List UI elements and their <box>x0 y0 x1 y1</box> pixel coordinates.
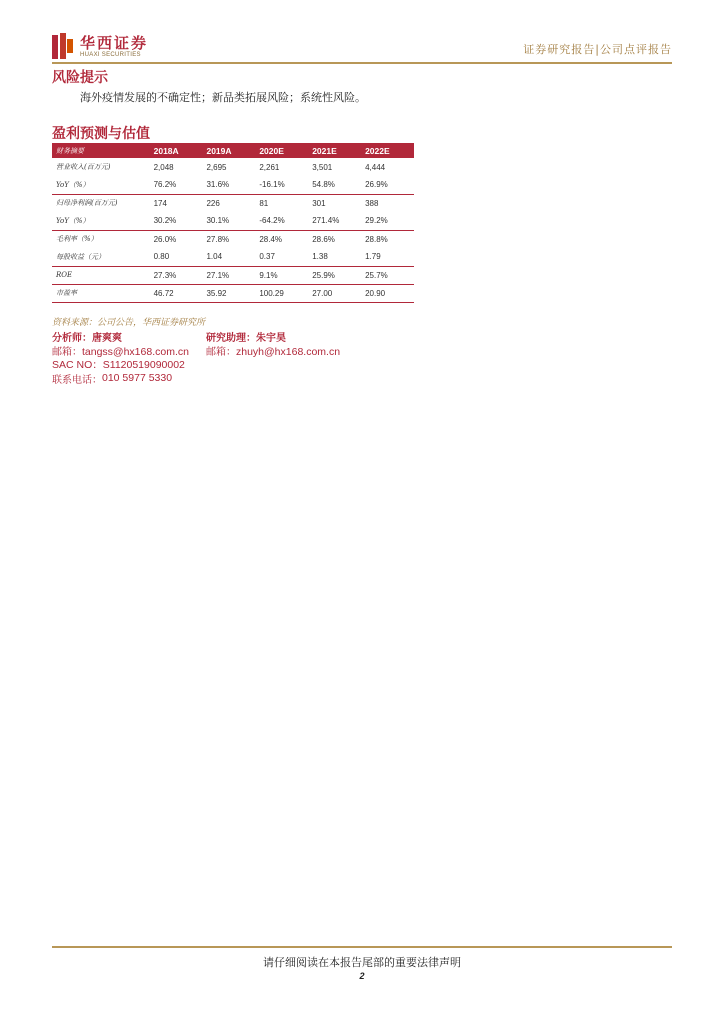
risk-text: 海外疫情发展的不确定性；新品类拓展风险；系统性风险。 <box>80 91 366 104</box>
row-label: 市盈率 <box>52 284 150 302</box>
table-cell: 0.80 <box>153 252 170 262</box>
row-label: YoY（%） <box>56 180 90 189</box>
assistant-email[interactable]: zhuyh@hx168.com.cn <box>236 345 341 358</box>
column-header: 2020E <box>255 143 308 158</box>
forecast-section-title: 盈利预测与估值 <box>52 126 150 142</box>
table-cell: 2,261 <box>259 162 280 172</box>
row-label: ROE <box>52 266 150 284</box>
table-cell: 28.6% <box>308 230 361 248</box>
assistant-name: 研究助理：朱宇昊 <box>206 332 286 344</box>
table-cell: 1.79 <box>365 252 381 262</box>
table-row <box>52 230 414 248</box>
table-cell: 25.7% <box>361 266 414 284</box>
table-cell: 29.2% <box>365 216 388 226</box>
sac-number: SAC NO：S1120519090002 <box>52 358 185 371</box>
table-header-row <box>52 143 414 158</box>
phone-number: 010 5977 5330 <box>102 372 173 384</box>
table-cell: 271.4% <box>312 216 340 226</box>
table-cell: 1.04 <box>206 252 223 262</box>
table-cell: 100.29 <box>255 284 308 302</box>
row-label: 归母净利润(百万元) <box>52 194 150 212</box>
table-row <box>52 212 414 230</box>
table-cell: 4,444 <box>365 162 386 172</box>
table-cell: 31.6% <box>206 180 230 190</box>
column-header: 2021E <box>308 143 361 158</box>
risk-section-title: 风险提示 <box>52 70 108 86</box>
table-cell: 3,501 <box>312 162 333 172</box>
email-label: 邮箱： <box>52 346 82 358</box>
company-logo <box>52 33 148 59</box>
table-cell: 46.72 <box>150 284 203 302</box>
table-cell: 81 <box>255 194 308 212</box>
column-header: 2019A <box>202 143 255 158</box>
table-cell: 301 <box>308 194 361 212</box>
table-cell: 76.2% <box>153 180 177 190</box>
table-row <box>52 284 414 302</box>
table-cell: -16.1% <box>259 180 285 190</box>
table-row <box>52 176 414 194</box>
table-cell: 27.1% <box>202 266 255 284</box>
header-divider <box>52 62 672 64</box>
column-header: 2022E <box>361 143 414 158</box>
phone-label: 联系电话： <box>52 374 102 386</box>
table-cell: 26.9% <box>365 180 388 190</box>
table-cell: 174 <box>150 194 203 212</box>
table-cell: 26.0% <box>150 230 203 248</box>
table-cell: -64.2% <box>259 216 285 226</box>
table-row <box>52 194 414 212</box>
analyst-email-line <box>52 343 206 358</box>
table-cell: 30.1% <box>206 216 230 226</box>
table-cell: 28.8% <box>361 230 414 248</box>
table-cell: 2,695 <box>206 162 227 172</box>
table-row <box>52 248 414 266</box>
table-cell: 0.37 <box>259 252 275 262</box>
table-row <box>52 158 414 176</box>
table-cell: 35.92 <box>202 284 255 302</box>
table-cell: 27.8% <box>202 230 255 248</box>
assistant-email-line <box>206 343 340 358</box>
table-cell: 27.3% <box>150 266 203 284</box>
page-number: 2 <box>359 971 365 981</box>
table-cell: 20.90 <box>361 284 414 302</box>
row-label: 营业收入(百万元) <box>56 163 111 171</box>
logo-icon <box>52 33 74 59</box>
analyst-name: 分析师：唐爽爽 <box>52 332 122 344</box>
analyst-email[interactable]: tangss@hx168.com.cn <box>82 345 189 358</box>
analyst-info <box>52 329 340 385</box>
legal-notice: 请仔细阅读在本报告尾部的重要法律声明 <box>263 956 461 969</box>
report-type: 证券研究报告|公司点评报告 <box>523 43 672 56</box>
data-source-note: 资料来源：公司公告，华西证券研究所 <box>52 318 206 328</box>
row-label: 每股收益（元） <box>56 252 105 261</box>
table-cell: 30.2% <box>153 216 177 226</box>
table-cell: 54.8% <box>312 180 335 190</box>
financial-summary-table <box>52 143 414 303</box>
table-cell: 1.38 <box>312 252 328 262</box>
table-cell: 27.00 <box>308 284 361 302</box>
logo-name-en: HUAXI SECURITIES <box>80 51 141 58</box>
row-label: YoY（%） <box>56 216 90 225</box>
table-cell: 28.4% <box>255 230 308 248</box>
column-header: 财务摘要 <box>52 143 150 158</box>
table-cell: 9.1% <box>255 266 308 284</box>
table-cell: 2,048 <box>153 162 174 172</box>
email-label: 邮箱： <box>206 346 236 358</box>
table-cell: 388 <box>361 194 414 212</box>
footer-divider <box>52 946 672 948</box>
table-row <box>52 266 414 284</box>
table-cell: 226 <box>202 194 255 212</box>
table-cell: 25.9% <box>308 266 361 284</box>
column-header: 2018A <box>150 143 203 158</box>
logo-name-cn: 华西证券 <box>80 33 149 52</box>
row-label: 毛利率（%） <box>52 230 150 248</box>
